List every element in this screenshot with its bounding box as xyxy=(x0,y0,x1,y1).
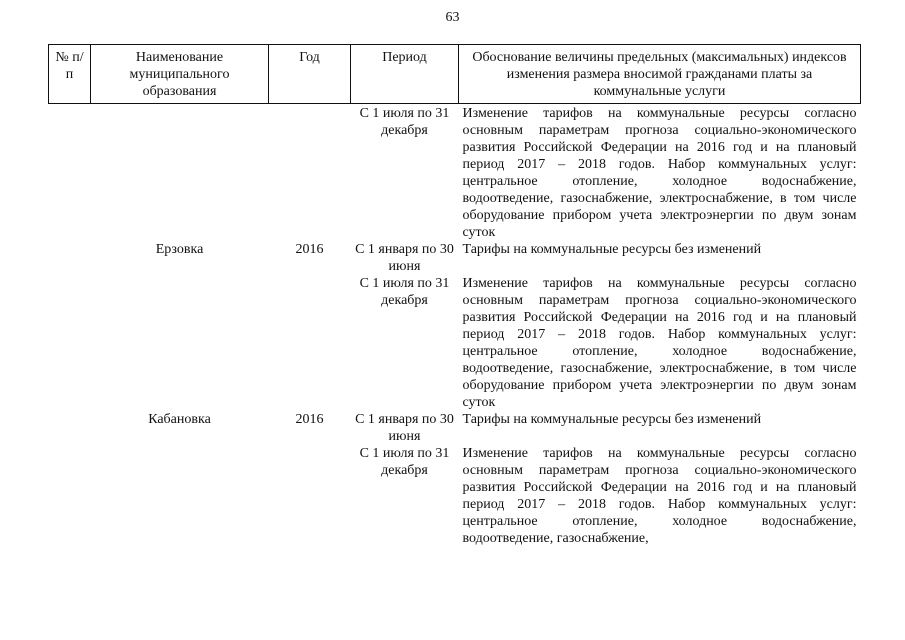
table-row xyxy=(49,445,861,547)
header-row xyxy=(49,45,861,104)
cell-year xyxy=(269,275,351,411)
cell-period: С 1 июля по 31 декабря xyxy=(359,446,450,478)
cell-number xyxy=(49,411,91,445)
cell-reason: Изменение тарифов на коммунальные ресурсы согласно основным параметрам прогноза социально-экономического развития Российской Федерации на 2016 год и на плановый период 2017 – 2018 годов. Набор коммунальных услуг: центральное отопление, холодное водоснабжение, водоотведение, газоснабжение, xyxy=(462,446,857,546)
cell-period: С 1 января по 30 июня xyxy=(355,412,454,444)
cell-number xyxy=(49,275,91,411)
header-reason: Обоснование величины предельных (максимальных) индексов изменения размера вносимой гражданами платы за коммунальные услуги xyxy=(459,45,861,104)
table-row xyxy=(49,104,861,242)
cell-reason: Тарифы на коммунальные ресурсы без изменений xyxy=(462,412,762,427)
cell-number xyxy=(49,445,91,547)
cell-municipality: Ерзовка xyxy=(155,242,204,257)
header-municipality: Наименование муниципального образования xyxy=(91,45,269,104)
cell-municipality xyxy=(91,104,269,242)
cell-period: С 1 января по 30 июня xyxy=(355,242,454,274)
cell-year xyxy=(269,445,351,547)
cell-number xyxy=(49,104,91,242)
cell-reason: Изменение тарифов на коммунальные ресурсы согласно основным параметрам прогноза социально-экономического развития Российской Федерации на 2016 год и на плановый период 2017 – 2018 годов. Набор коммунальных услуг: центральное отопление, холодное водоснабжение, водоотведение, газоснабжение, электроснабжение, в том числе оборудование прибором учета электроэнергии по двум зонам суток xyxy=(462,106,857,240)
table-row xyxy=(49,411,861,445)
page-number: 63 xyxy=(445,10,460,25)
cell-reason: Тарифы на коммунальные ресурсы без изменений xyxy=(462,242,762,257)
table-header xyxy=(49,45,861,104)
cell-municipality xyxy=(91,275,269,411)
table-row xyxy=(49,241,861,275)
cell-year: 2016 xyxy=(295,412,324,427)
header-number: № п/п xyxy=(49,45,91,104)
header-period: Период xyxy=(351,45,459,104)
cell-number xyxy=(49,241,91,275)
cell-period: С 1 июля по 31 декабря xyxy=(359,276,450,308)
table-row xyxy=(49,275,861,411)
tariff-table xyxy=(48,44,861,547)
header-year: Год xyxy=(269,45,351,104)
cell-municipality xyxy=(91,445,269,547)
cell-year xyxy=(269,104,351,242)
cell-year: 2016 xyxy=(295,242,324,257)
table-body xyxy=(49,104,861,548)
cell-reason: Изменение тарифов на коммунальные ресурсы согласно основным параметрам прогноза социально-экономического развития Российской Федерации на 2016 год и на плановый период 2017 – 2018 годов. Набор коммунальных услуг: центральное отопление, холодное водоснабжение, водоотведение, газоснабжение, электроснабжение, в том числе оборудование прибором учета электроэнергии по двум зонам суток xyxy=(462,276,857,410)
cell-period: С 1 июля по 31 декабря xyxy=(359,106,450,138)
cell-municipality: Кабановка xyxy=(148,412,211,427)
